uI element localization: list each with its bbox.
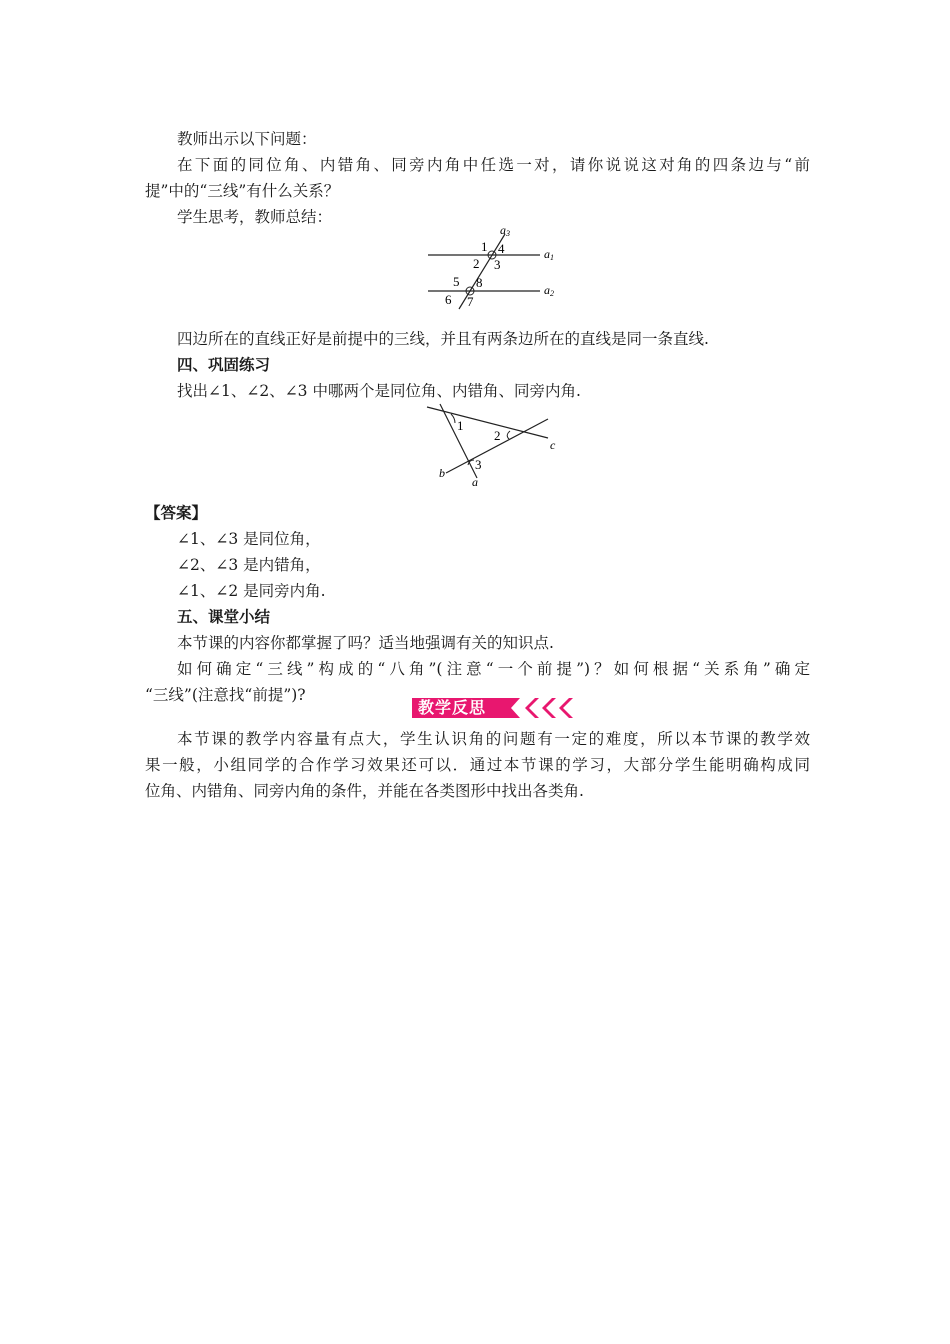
reflection-banner xyxy=(408,694,578,722)
figure-triangle-lines xyxy=(420,398,580,490)
fig2-line-c: c xyxy=(550,438,556,452)
fig1-angle-7: 7 xyxy=(467,294,474,309)
fig1-line-a2: a2 xyxy=(544,283,554,298)
heading-practice: 四、巩固练习 xyxy=(177,355,271,374)
fig2-line-a: a xyxy=(472,475,478,489)
fig1-angle-6: 6 xyxy=(445,292,452,307)
figure-parallel-lines xyxy=(420,226,580,310)
fig2-angle-3: 3 xyxy=(475,457,482,472)
answer-alternate: ∠2、∠3 是内错角， xyxy=(177,556,321,574)
answer-same-side: ∠1、∠2 是同旁内角. xyxy=(177,582,326,600)
answer-corresponding: ∠1、∠3 是同位角， xyxy=(177,530,321,548)
fig1-line-a1: a1 xyxy=(544,247,554,262)
paragraph-question-line-2: 提”中的“三线”有什么关系？ xyxy=(145,182,340,200)
fig1-angle-8: 8 xyxy=(476,275,483,290)
paragraph-find-angles: 找出∠1、∠2、∠3 中哪两个是同位角、内错角、同旁内角. xyxy=(177,382,581,400)
fig1-angle-2: 2 xyxy=(473,256,480,271)
paragraph-mastery: 本节课的内容你都掌握了吗？适当地强调有关的知识点. xyxy=(177,634,554,652)
paragraph-reflection-line-1: 本节课的教学内容量有点大，学生认识角的问题有一定的难度，所以本节课的教学效 xyxy=(177,730,810,748)
fig2-angle-1: 1 xyxy=(457,418,464,433)
fig1-angle-1: 1 xyxy=(481,239,488,254)
paragraph-reflection-line-3: 位角、内错角、同旁内角的条件，并能在各类图形中找出各类角. xyxy=(145,782,584,800)
paragraph-teacher-question: 教师出示以下问题： xyxy=(177,130,317,148)
paragraph-student-think: 学生思考，教师总结： xyxy=(177,208,333,226)
fig1-angle-4: 4 xyxy=(498,241,505,256)
heading-class-summary: 五、课堂小结 xyxy=(177,607,271,626)
paragraph-question-line-1: 在下面的同位角、内错角、同旁内角中任选一对，请你说说这对角的四条边与“前 xyxy=(177,156,810,174)
paragraph-summary: 四边所在的直线正好是前提中的三线，并且有两条边所在的直线是同一条直线. xyxy=(177,330,709,348)
fig2-line-b: b xyxy=(439,466,445,480)
fig1-angle-5: 5 xyxy=(453,274,460,289)
fig1-angle-3: 3 xyxy=(494,257,501,272)
fig2-angle-2: 2 xyxy=(494,428,501,443)
paragraph-three-lines-line-1: 如何确定“三线”构成的“八角”(注意“一个前提”)？如何根据“关系角”确定 xyxy=(177,660,810,678)
answer-heading: 【答案】 xyxy=(145,503,208,522)
fig1-line-a3: a3 xyxy=(500,226,510,238)
paragraph-three-lines-line-2: “三线”(注意找“前提”)? xyxy=(145,686,306,704)
reflection-banner-label: 教学反思 xyxy=(418,698,487,717)
paragraph-reflection-line-2: 果一般，小组同学的合作学习效果还可以．通过本节课的学习，大部分学生能明确构成同 xyxy=(145,756,810,774)
